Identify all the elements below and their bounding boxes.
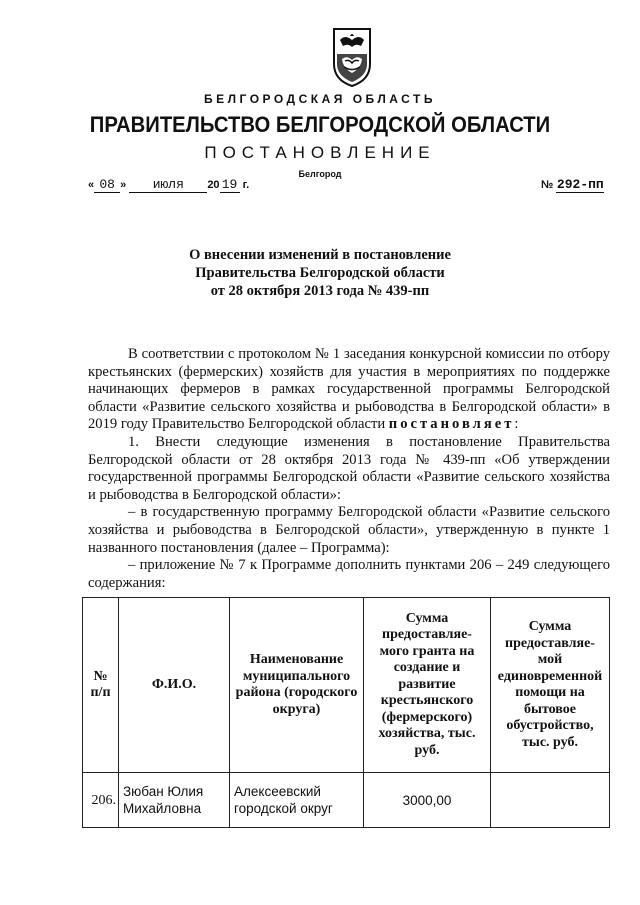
date-suffix: г.	[242, 179, 250, 191]
number-prefix: №	[541, 179, 554, 191]
date-close-quote: »	[120, 179, 127, 191]
date-year-suffix: 19	[220, 177, 240, 193]
city-name: Белгород	[298, 169, 342, 179]
appendix-table	[82, 597, 610, 828]
preamble-paragraph	[88, 346, 610, 434]
clause-1-paragraph: 1. Внести следующие изменения в постановление Правительства Белгородской области от 28 октября 2013 года № 439-пп «Об утверждении государственной программы Белгородской области «Развитие сельского хозяйства и рыбоводства в Белгородской области»:	[88, 433, 610, 503]
header-grant-sum: Сумма предоставляе-мого гранта на создание и развитие крестьянского (фермерского) хозяйства, тыс. руб.	[364, 598, 491, 773]
document-body	[88, 346, 610, 592]
subject-line-2: Правительства Белгородской области	[195, 265, 445, 281]
date-open-quote: «	[88, 179, 95, 191]
document-date	[88, 177, 249, 193]
table-header-row	[83, 598, 610, 773]
table-row	[83, 773, 610, 828]
coat-of-arms-emblem	[331, 26, 373, 88]
government-title: ПРАВИТЕЛЬСТВО БЕЛГОРОДСКОЙ ОБЛАСТИ	[89, 112, 551, 137]
header-fio: Ф.И.О.	[119, 598, 230, 773]
clause-program-paragraph: – в государственную программу Белгородской области «Развитие сельского хозяйства и рыбоводства в Белгородской области», утвержденную в пункте 1 названного постановления (далее – Программа):	[88, 504, 610, 556]
region-name: БЕЛГОРОДСКАЯ ОБЛАСТЬ	[204, 92, 436, 106]
header-aid-sum: Сумма предоставляе-мой единовременной помощи на бытовое обустройство, тыс. руб.	[491, 598, 610, 773]
header-number: № п/п	[83, 598, 119, 773]
subject-line-1: О внесении изменений в постановление	[189, 247, 451, 263]
date-year-prefix: 20	[207, 179, 220, 191]
document-type: ПОСТАНОВЛЕНИЕ	[204, 143, 436, 162]
number-value: 292-пп	[556, 177, 604, 192]
row-grant: 3000,00	[364, 773, 491, 828]
document-subject	[0, 246, 640, 300]
subject-line-3: от 28 октября 2013 года № 439-пп	[210, 283, 430, 299]
document-number	[541, 177, 604, 193]
row-fio: Зюбан Юлия Михайловна	[119, 773, 230, 828]
preamble-text: В соответствии с протоколом № 1 заседания конкурсной комиссии по отбору крестьянских (фермерских) хозяйств для участия в мероприятиях по поддержке начинающих фермеров в рамках государственной программы Белгородской области «Развитие сельского хозяйства и рыбоводства в Белгородской области» в 2019 году Правительство Белгородской области	[88, 346, 610, 433]
date-month: июля	[129, 177, 207, 193]
resolves-word: постановляет	[388, 416, 515, 433]
header-district: Наименование муниципального района (городского округа)	[230, 598, 364, 773]
preamble-colon: :	[514, 416, 519, 433]
row-number: 206.	[83, 773, 119, 828]
row-district: Алексеевский городской округ	[230, 773, 364, 828]
clause-appendix-paragraph: – приложение № 7 к Программе дополнить пунктами 206 – 249 следующего содержания:	[88, 557, 610, 591]
row-aid	[491, 773, 610, 828]
date-day: 08	[94, 177, 120, 193]
